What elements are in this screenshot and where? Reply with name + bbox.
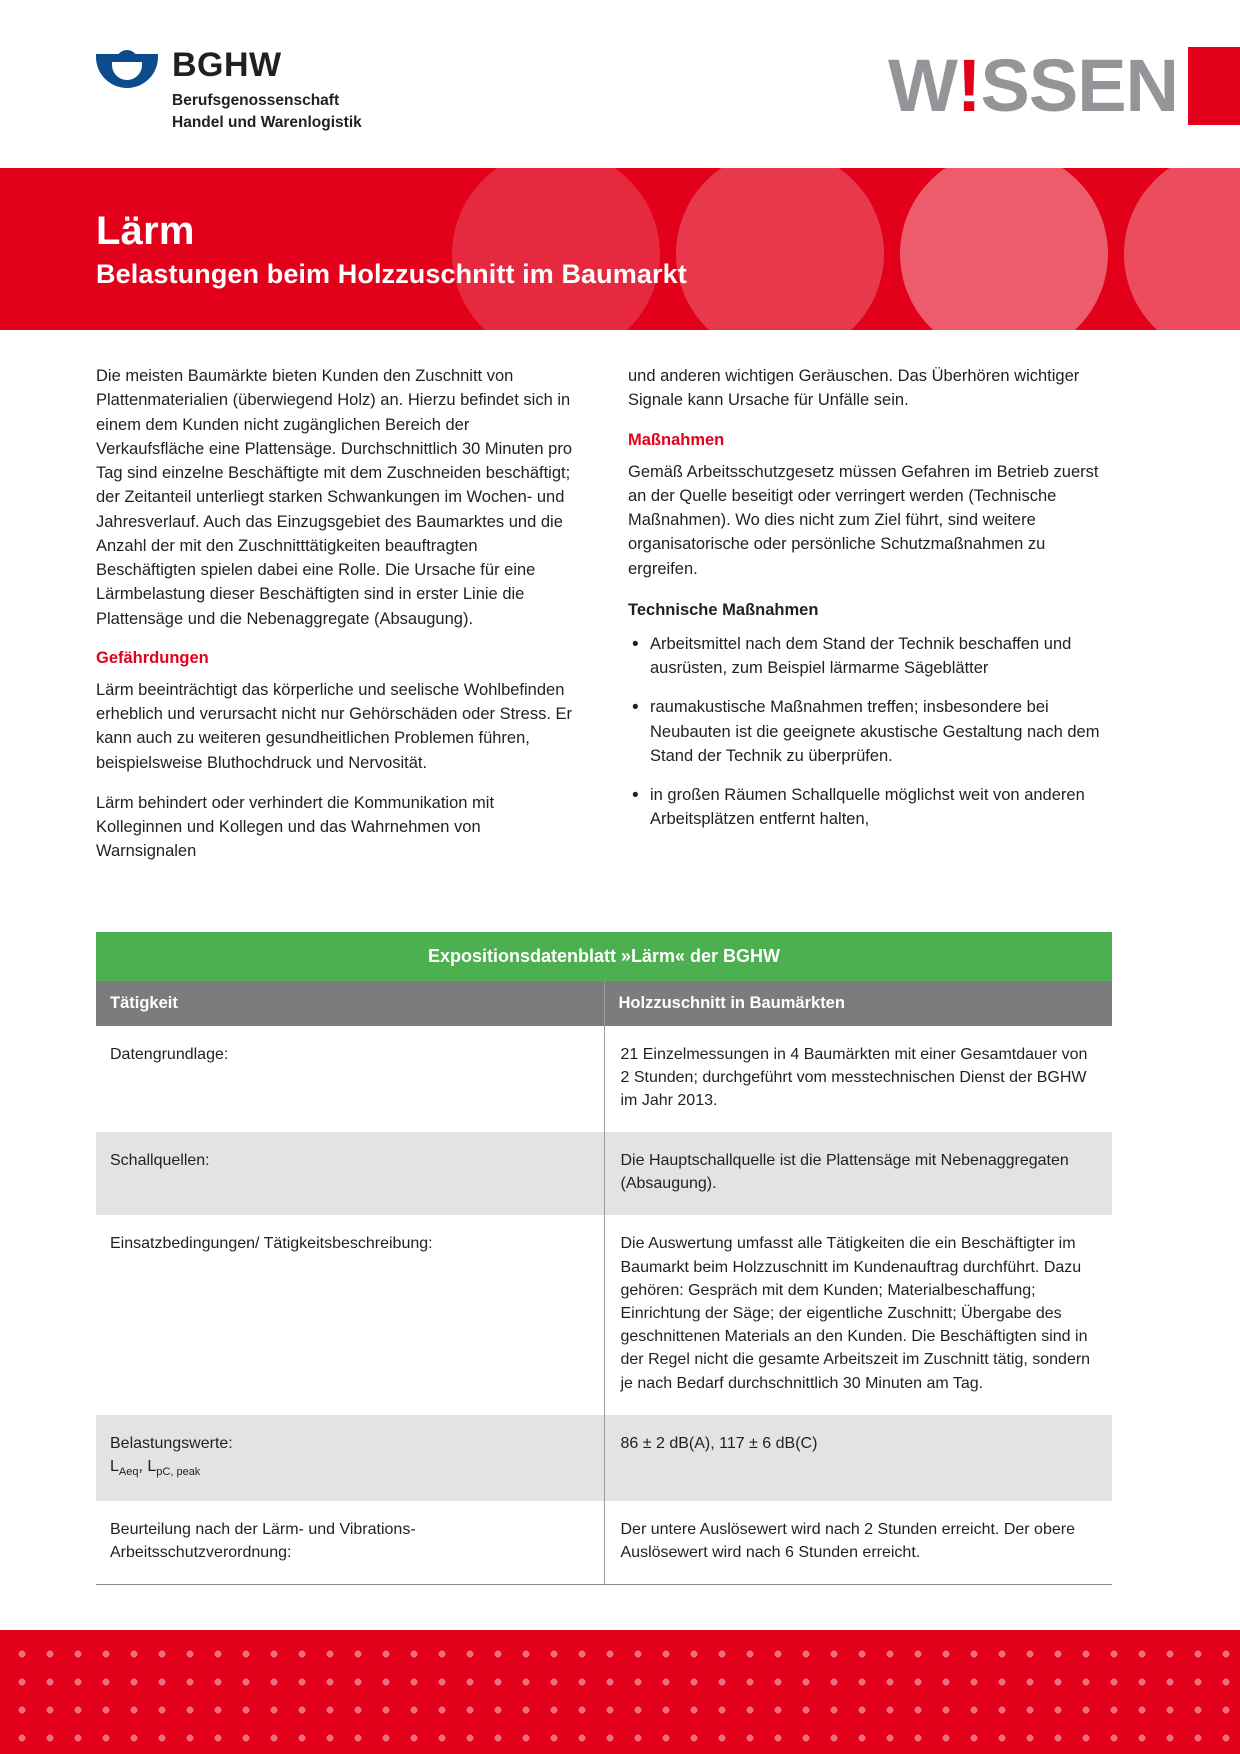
technische-massnahmen-list [628, 632, 1112, 832]
table-row [96, 1215, 1112, 1414]
heading-massnahmen: Maßnahmen [628, 430, 725, 449]
table-header-key: Tätigkeit [96, 981, 604, 1026]
exposure-datasheet [96, 932, 1112, 1586]
row-value: Die Hauptschallquelle ist die Plattensäge mit Nebenaggregaten (Absaugung). [604, 1132, 1112, 1215]
bghw-logo [96, 48, 362, 134]
table-row [96, 1026, 1112, 1133]
continuation-paragraph: und anderen wichtigen Geräuschen. Das Überhören wichtiger Signale kann Ursache für Unfälle sein. [628, 367, 1080, 410]
article-body [0, 330, 1240, 880]
exposure-table [96, 932, 1112, 1586]
gefaehrdungen-paragraph-1: Lärm beeinträchtigt das körperliche und seelische Wohlbefinden erheblich und verursacht nicht nur Gehörschäden oder Stress. Er kann auch zu weiteren gesundheitlichen Problemen führen, beispielsweise Bluthochdruck und Nervosität. [96, 680, 573, 772]
title-band [0, 168, 1240, 330]
row-value: 86 ± 2 dB(A), 117 ± 6 dB(C) [604, 1415, 1112, 1501]
bghw-logo-icon [96, 48, 158, 106]
table-header-row [96, 981, 1112, 1026]
list-item: • Arbeitsmittel nach dem Stand der Technik beschaffen und ausrüsten, zum Beispiel lärmarme Sägeblätter [628, 632, 1112, 681]
table-title: Expositionsdatenblatt »Lärm« der BGHW [96, 932, 1112, 981]
row-value: 21 Einzelmessungen in 4 Baumärkten mit einer Gesamtdauer von 2 Stunden; durchgeführt vom messtechnischen Dienst der BGHW im Jahr 2013. [604, 1026, 1112, 1133]
right-column [628, 364, 1112, 880]
logo-brand: BGHW [172, 46, 282, 84]
row-key: Einsatzbedingungen/ Tätigkeitsbeschreibung: [96, 1215, 604, 1414]
row-value: Der untere Auslösewert wird nach 2 Stunden erreicht. Der obere Auslösewert wird nach 6 Stunden erreicht. [604, 1501, 1112, 1585]
massnahmen-paragraph-1: Gemäß Arbeitsschutzgesetz müssen Gefahren im Betrieb zuerst an der Quelle beseitigt oder verringert werden (Technische Maßnahmen). Wo dies nicht zum Ziel führt, sind weitere organisatorische oder persönliche Schutzmaßnahmen zu ergreifen. [628, 462, 1099, 578]
table-title-row [96, 932, 1112, 981]
row-key-sublabel: $L_{Aeq}$, $L_{pC, peak}$ [110, 1457, 201, 1479]
gefaehrdungen-paragraph-2: Lärm behindert oder verhindert die Kommunikation mit Kolleginnen und Kollegen und das Wahrnehmen von Warnsignalen [96, 793, 495, 861]
heading-technische-massnahmen: Technische Maßnahmen [628, 600, 819, 619]
wissen-part-2: SSEN [980, 44, 1178, 127]
heading-gefaehrdungen: Gefährdungen [96, 648, 209, 667]
list-item: • in großen Räumen Schallquelle möglichst weit von anderen Arbeitsplätzen entfernt halten, [628, 783, 1112, 832]
logo-text [172, 48, 362, 134]
decorative-circle [676, 168, 884, 330]
logo-subtitle-line2: Handel und Warenlogistik [172, 113, 362, 131]
decorative-circle [900, 168, 1108, 330]
table-row [96, 1132, 1112, 1215]
page-title: Lärm [96, 209, 195, 253]
row-key-label: Belastungswerte: [110, 1434, 233, 1452]
page-footer [0, 1630, 1240, 1754]
page-subtitle: Belastungen beim Holzzuschnitt im Baumarkt [96, 259, 687, 289]
row-key: Beurteilung nach der Lärm- und Vibrations-Arbeitsschutzverordnung: [96, 1501, 604, 1585]
intro-paragraph: Die meisten Baumärkte bieten Kunden den Zuschnitt von Plattenmaterialien (überwiegend Holz) an. Hierzu befindet sich in einem dem Kunden nicht zugänglichen Bereich der Verkaufsfläche eine Plattensäge. Durchschnittlich 30 Minuten pro Tag sind einzelne Beschäftigte mit dem Zuschneiden beschäftigt; der Zeitanteil unterliegt starken Schwankungen im Wochen- und Jahresverlauf. Auch das Einzugsgebiet des Baumarktes und die Anzahl der mit den Zuschnitttätigkeiten beauftragten Beschäftigten spielen dabei eine Rolle. Die Ursache für eine Lärmbelastung dieser Beschäftigten sind in erster Linie die Plattensäge und die Nebenaggregate (Absaugung). [96, 367, 573, 628]
wissen-red-square [1188, 47, 1240, 125]
list-item: • raumakustische Maßnahmen treffen; insbesondere bei Neubauten ist die geeignete akustische Gestaltung nach dem Stand der Technik zu überprüfen. [628, 695, 1112, 768]
wissen-part-1: W [887, 44, 957, 127]
row-key [96, 1415, 604, 1501]
table-row [96, 1501, 1112, 1585]
footer-dot-pattern [0, 1630, 1240, 1754]
table-header-value: Holzzuschnitt in Baumärkten [604, 981, 1112, 1026]
left-column [96, 364, 580, 880]
row-key: Datengrundlage: [96, 1026, 604, 1133]
table-row [96, 1415, 1112, 1501]
logo-subtitle-line1: Berufsgenossenschaft [172, 91, 340, 109]
wissen-exclamation: ! [956, 44, 981, 127]
row-key: Schallquellen: [96, 1132, 604, 1215]
row-value: Die Auswertung umfasst alle Tätigkeiten die ein Beschäftigter im Baumarkt beim Holzzuschnitt im Kundenauftrag durchführt. Dazu gehören: Gespräch mit dem Kunden; Materialbeschaffung; Einrichtung der Säge; der eigentliche Zuschnitt; Übergabe des geschnittenen Materials an den Kunden. Die Beschäftigten sind in der Regel nicht die gesamte Arbeitszeit im Zuschnitt tätig, sondern je nach Bedarf durchschnittlich 30 Minuten am Tag. [604, 1215, 1112, 1414]
decorative-circle [1124, 168, 1240, 330]
page-header [0, 0, 1240, 168]
wissen-wordmark [720, 36, 1240, 136]
